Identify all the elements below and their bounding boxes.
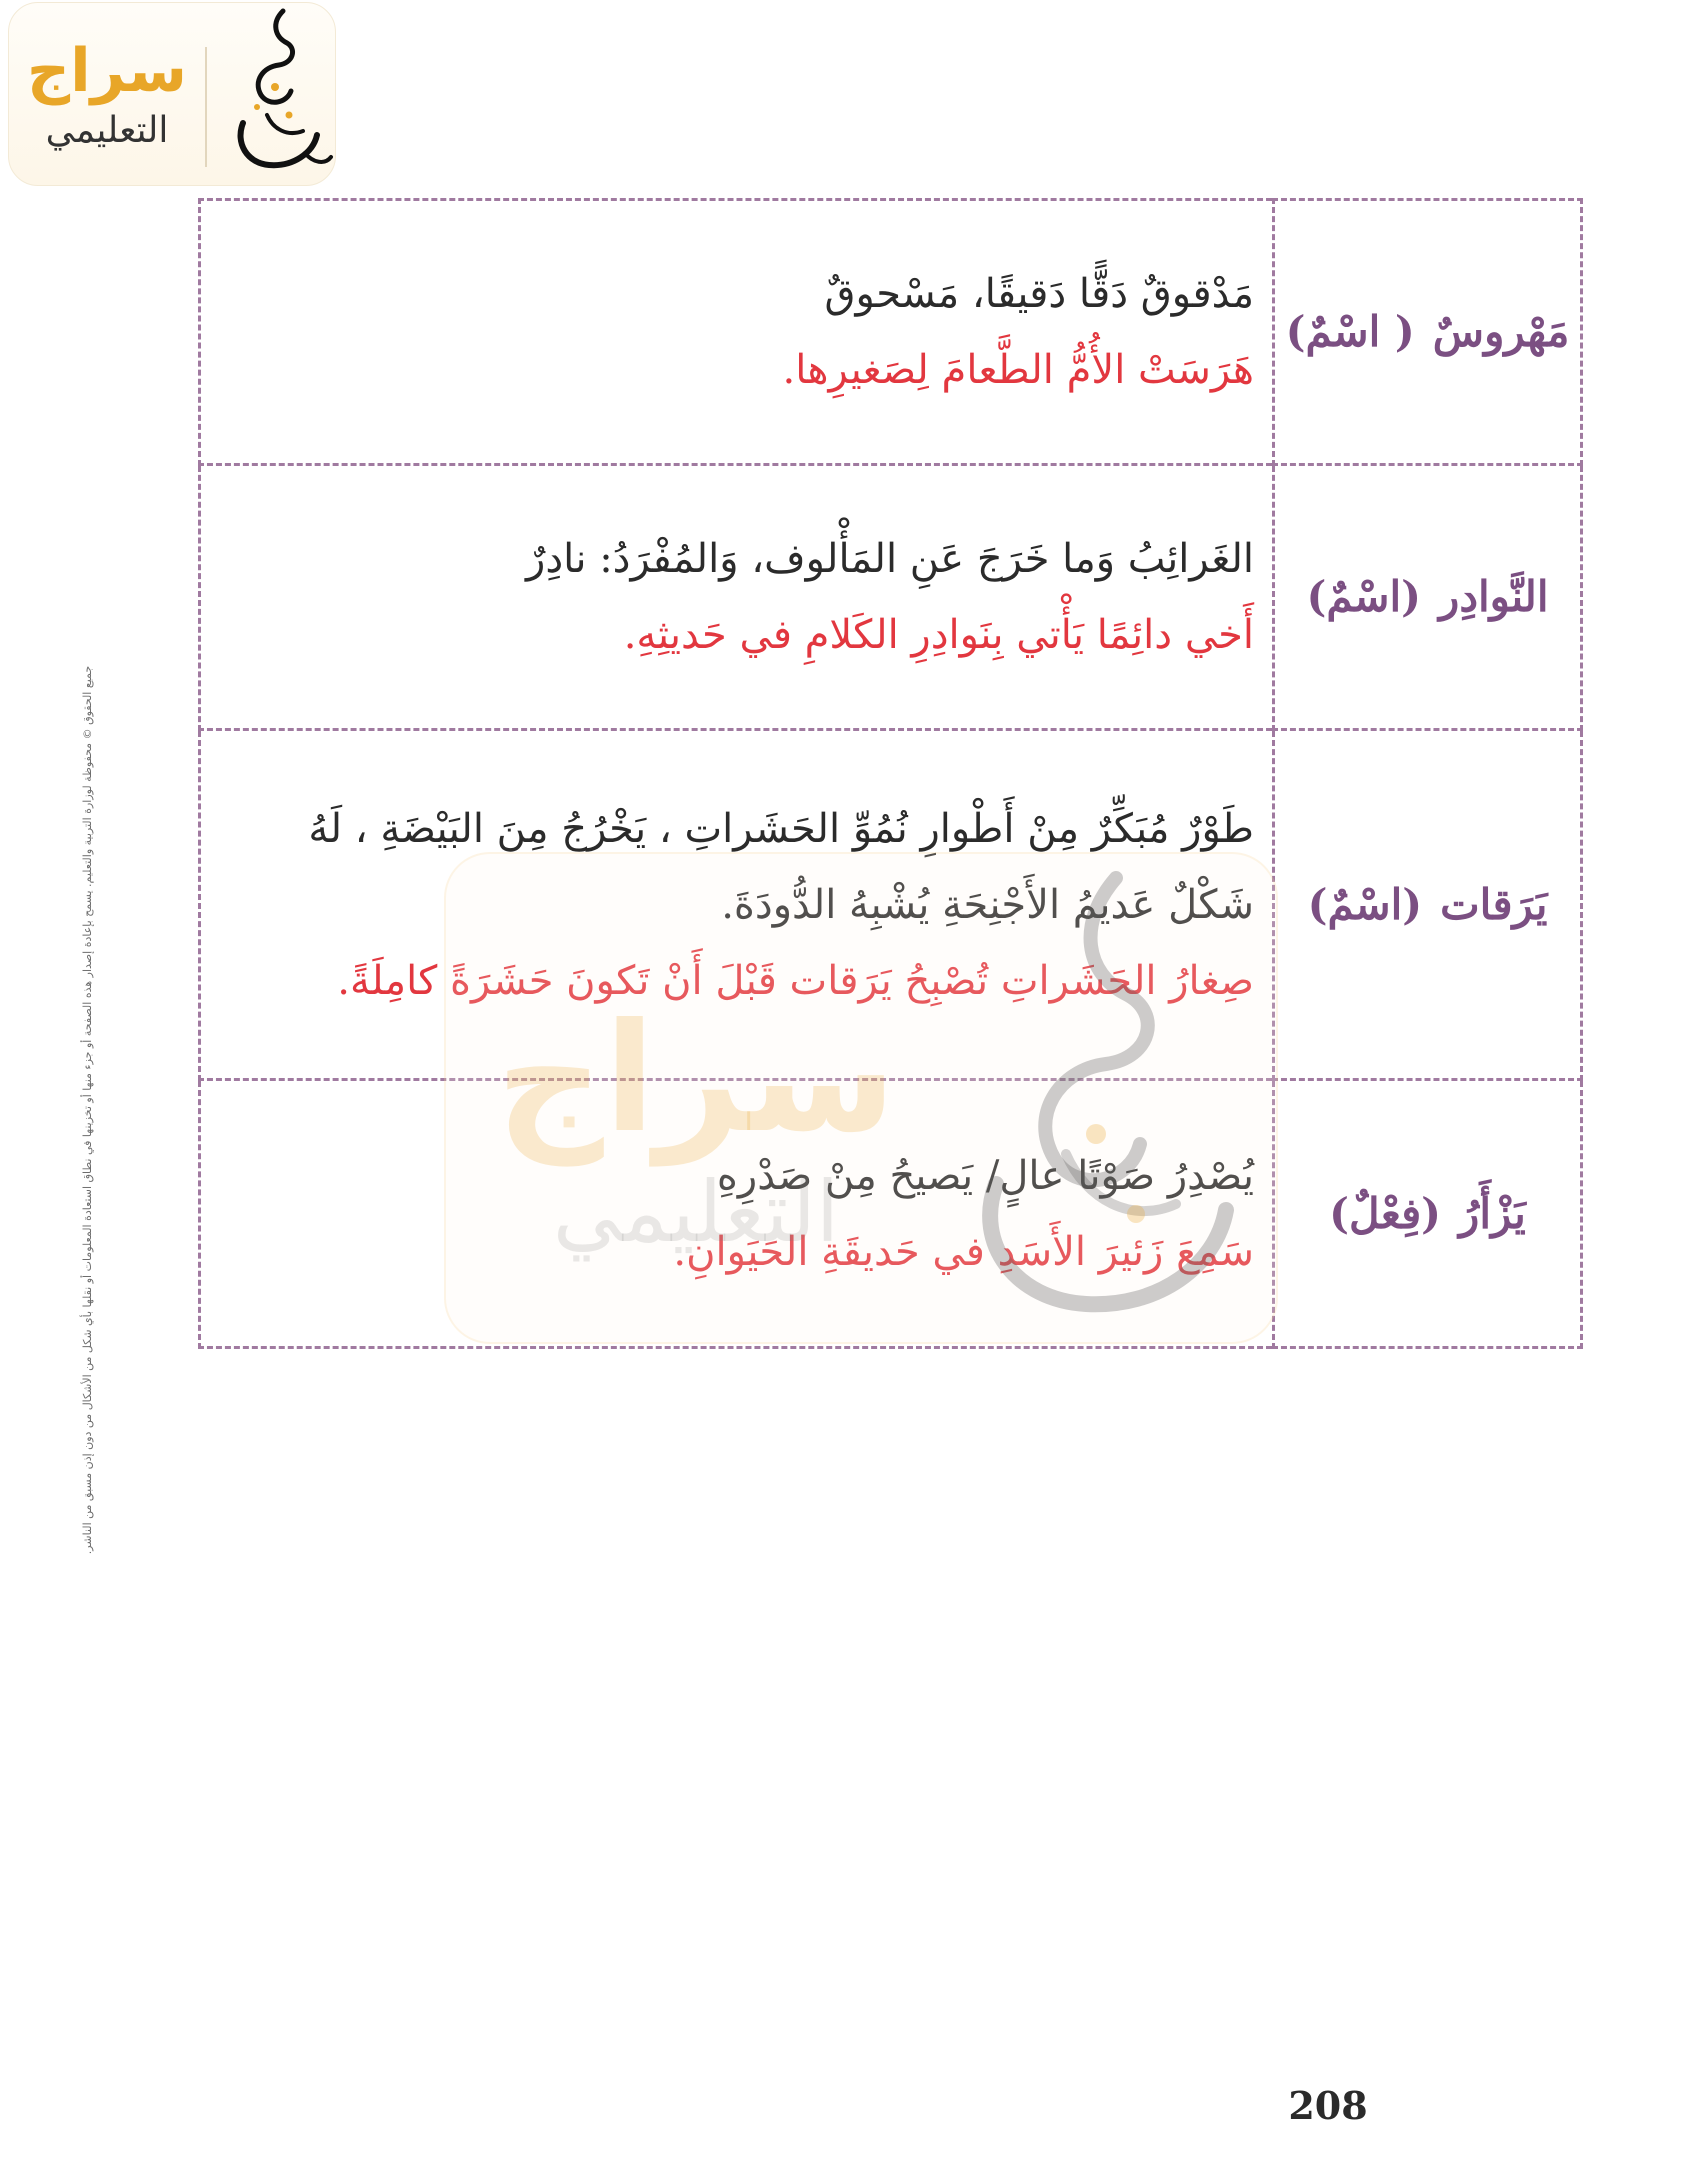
vocabulary-word: يَرَقات <box>1440 879 1548 929</box>
part-of-speech: (اسْمٌ) <box>1306 572 1422 621</box>
word-meaning: طَوْرٌ مُبَكِّرٌ مِنْ أَطْوارِ نُمُوِّ الحَشَراتِ ، يَخْرُجُ مِنَ البَيْضَةِ ، لَهُ شَكْلٌ عَديمُ الأَجْنِحَةِ يُشْبِهُ الدُّودَةَ. <box>308 805 1254 928</box>
calligraphy-logo-icon <box>213 3 335 185</box>
copyright-note <box>82 520 94 1700</box>
definition-cell <box>200 200 1274 465</box>
word-cell <box>1274 200 1582 465</box>
vocabulary-table <box>198 198 1583 1349</box>
watermark-subtitle: التعليمي <box>552 1163 840 1261</box>
page-number: 208 <box>1288 2083 1368 2128</box>
definition-cell <box>200 730 1274 1080</box>
definition-cell <box>200 465 1274 730</box>
vocabulary-word: مَهْروسٌ <box>1432 307 1570 356</box>
word-meaning: مَدْقوقٌ دَقًّا دَقيقًا، مَسْحوقٌ <box>824 271 1254 317</box>
watermark-name: سراج <box>495 992 897 1166</box>
word-cell <box>1274 1080 1582 1348</box>
example-sentence: صِغارُ الحَشَراتِ تُصْبِحُ يَرَقات قَبْلَ أَنْ تَكونَ حَشَرَةً كامِلَةً. <box>337 957 1254 1004</box>
word-meaning: يُصْدِرُ صَوْتًا عالٍ/ يَصيحُ مِنْ صَدْرِهِ <box>716 1152 1254 1199</box>
vocabulary-row <box>200 465 1582 730</box>
logo-wordmark <box>17 33 197 183</box>
vocabulary-word: النَّوادِر <box>1439 572 1549 621</box>
part-of-speech: (اسْمٌ) <box>1307 879 1423 929</box>
part-of-speech: ( اسْمٌ) <box>1285 307 1415 356</box>
part-of-speech: (فِعْلٌ) <box>1329 1188 1442 1238</box>
example-sentence: هَرَسَتْ الأُمُّ الطَّعامَ لِصَغيرِها. <box>782 347 1254 393</box>
word-cell <box>1274 465 1582 730</box>
example-sentence: سَمِعَ زَئيرَ الأَسَدِ في حَديقَةِ الحَيَوانِ. <box>673 1228 1254 1275</box>
word-meaning: الغَرائِبُ وَما خَرَجَ عَنِ المَأْلوف، وَالمُفْرَدُ: نادِرٌ <box>526 536 1254 582</box>
logo-divider <box>205 47 207 167</box>
vocabulary-row <box>200 1080 1582 1348</box>
vocabulary-row <box>200 200 1582 465</box>
publisher-logo <box>8 2 336 186</box>
example-sentence: أَخي دائِمًا يَأْتي بِنَوادِرِ الكَلامِ في حَديثِهِ. <box>623 612 1254 658</box>
word-cell <box>1274 730 1582 1080</box>
copyright-text: جميع الحقوق © محفوظة لوزارة التربية والتعليم. يسمح بإعادة إصدار هذه الصفحة أو جزء منها أو تخزينها في نطاق استعادة المعلومات أو نقلها بأي شكل من الأشكال من دون إذن مسبق من الناشر. <box>81 665 94 1555</box>
vocabulary-word: يَزْأَرُ <box>1459 1188 1526 1238</box>
vocabulary-row <box>200 730 1582 1080</box>
logo-subtitle: التعليمي <box>45 110 169 151</box>
logo-name: سراج <box>26 36 188 106</box>
definition-cell <box>200 1080 1274 1348</box>
